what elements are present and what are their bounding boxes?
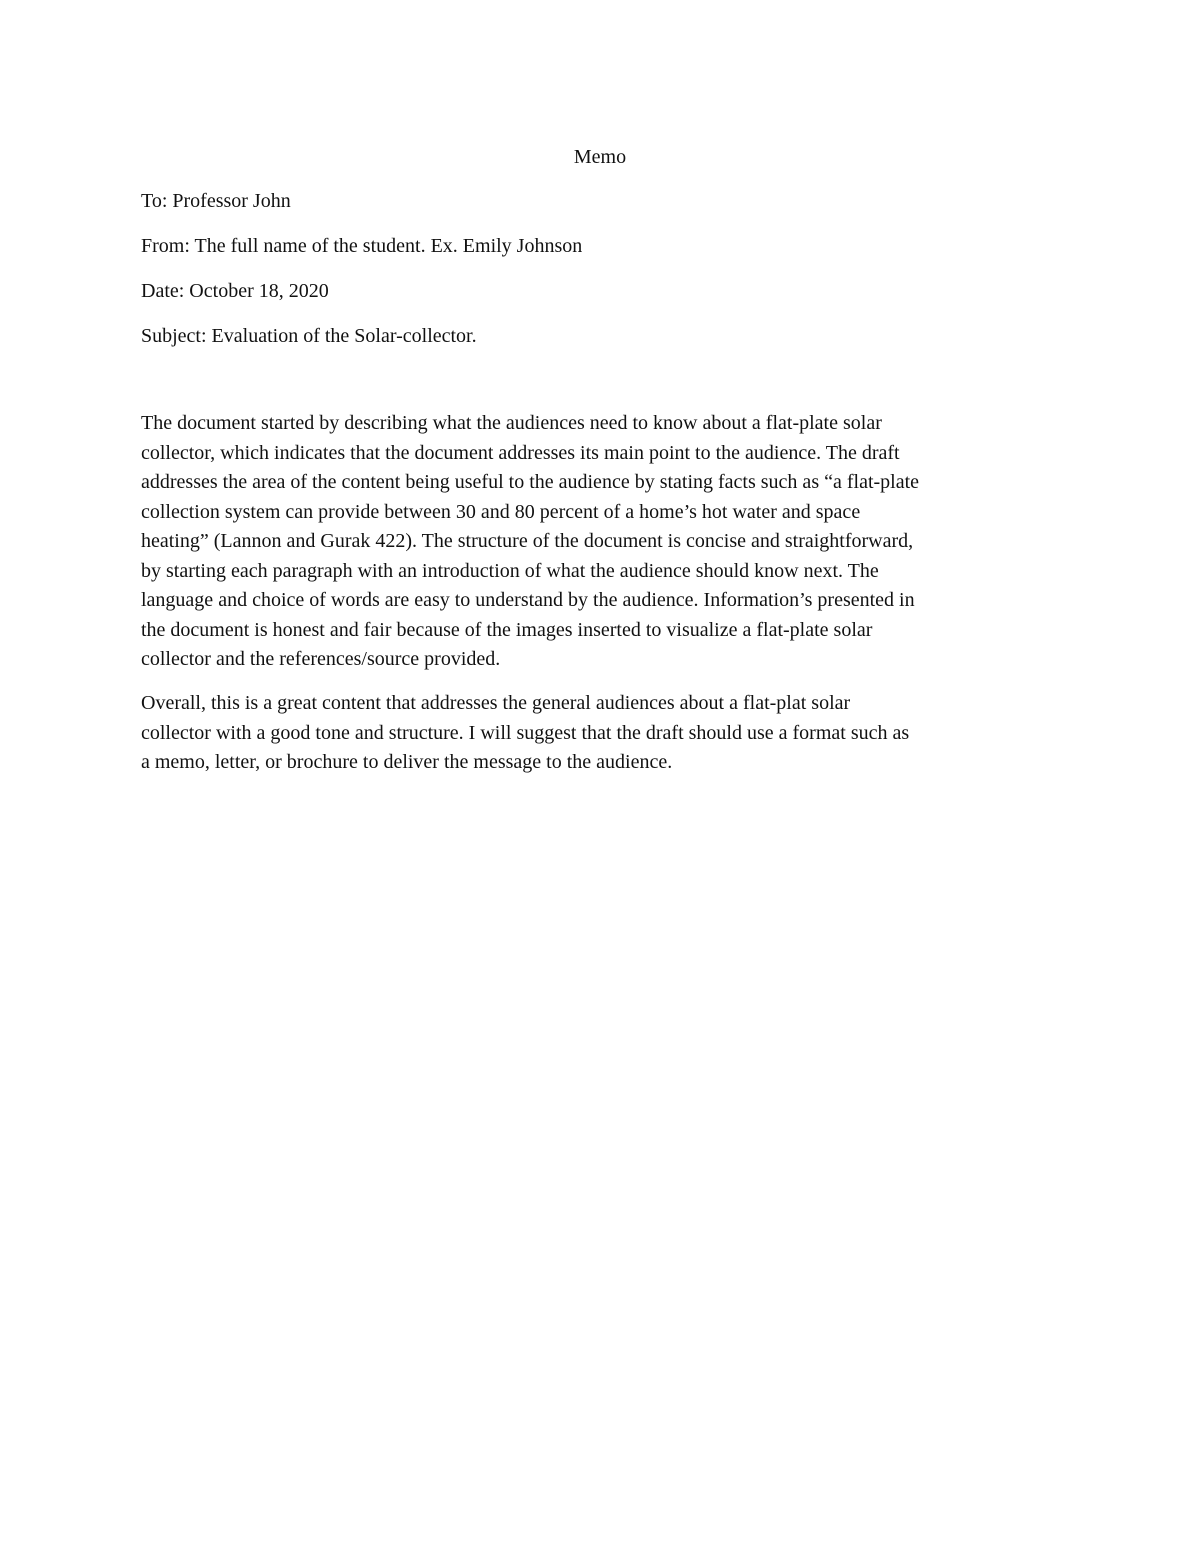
paragraph-line: addresses the area of the content being useful to the audience by stating facts such as “a flat-plate bbox=[141, 471, 920, 493]
paragraph-line: the document is honest and fair because of the images inserted to visualize a flat-plate solar bbox=[141, 618, 873, 641]
paragraph-line: collector and the references/source provided. bbox=[141, 648, 501, 670]
memo-date-line: Date: October 18, 2020 bbox=[141, 280, 329, 302]
paragraph-line: heating” (Lannon and Gurak 422). The structure of the document is concise and straightforward, bbox=[141, 530, 914, 552]
body-paragraph-1 bbox=[141, 409, 1071, 675]
memo-to-line: To: Professor John bbox=[141, 190, 291, 212]
paragraph-line: language and choice of words are easy to understand by the audience. Information’s presented in bbox=[141, 589, 915, 611]
body-paragraph-2 bbox=[141, 689, 1071, 778]
paragraph-line: by starting each paragraph with an introduction of what the audience should know next. The bbox=[141, 559, 879, 582]
paragraph-line: The document started by describing what the audiences need to know about a flat-plate solar bbox=[141, 412, 882, 434]
paragraph-line: collector, which indicates that the document addresses its main point to the audience. The draft bbox=[141, 441, 900, 464]
paragraph-line: collector with a good tone and structure. I will suggest that the draft should use a format such as bbox=[141, 721, 910, 744]
paragraph-line: collection system can provide between 30 and 80 percent of a home’s hot water and space bbox=[141, 500, 861, 523]
memo-title: Memo bbox=[573, 146, 627, 168]
memo-subject-line: Subject: Evaluation of the Solar-collector. bbox=[141, 325, 477, 347]
paragraph-line: a memo, letter, or brochure to deliver the message to the audience. bbox=[141, 751, 673, 773]
paragraph-line: Overall, this is a great content that addresses the general audiences about a flat-plat solar bbox=[141, 692, 851, 714]
memo-from-line: From: The full name of the student. Ex. Emily Johnson bbox=[141, 235, 583, 257]
